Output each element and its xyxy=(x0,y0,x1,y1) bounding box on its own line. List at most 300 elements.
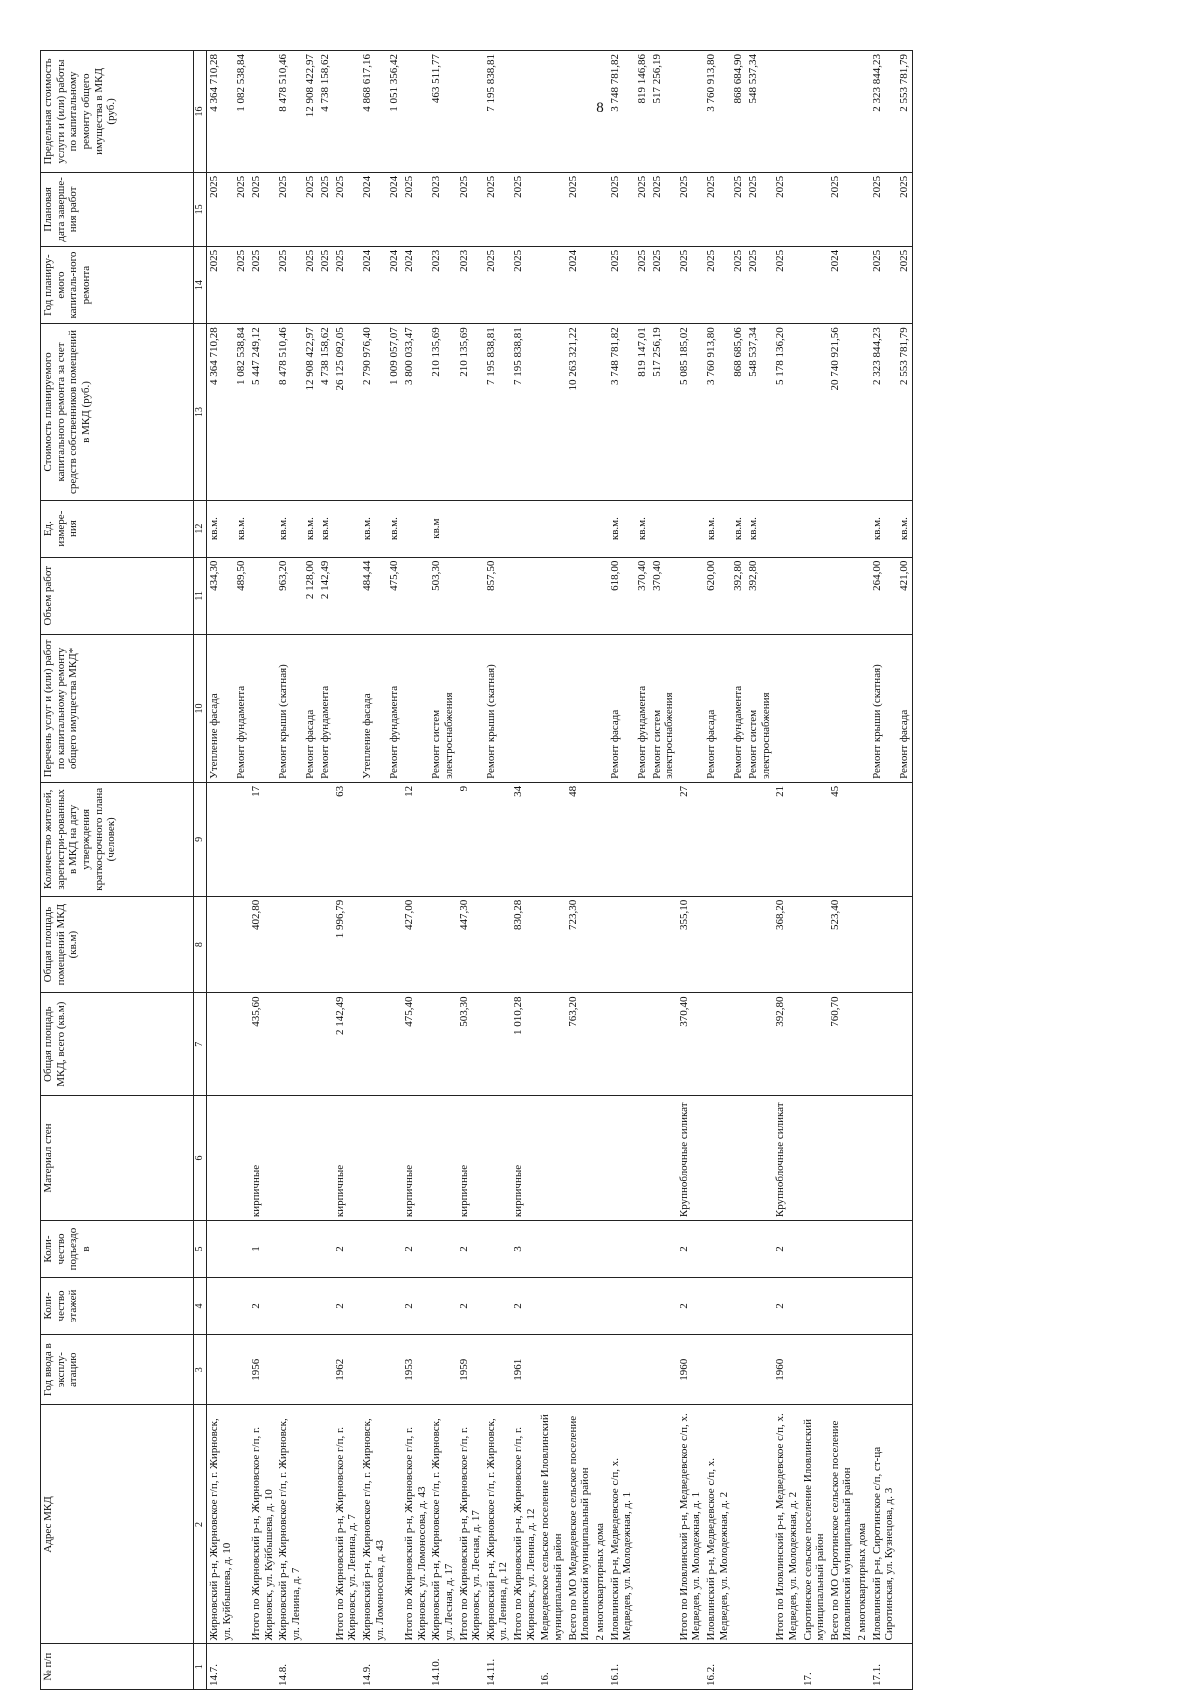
table-cell xyxy=(801,324,828,500)
table-cell xyxy=(704,1278,731,1335)
table-cell xyxy=(303,993,318,1095)
table-cell: 48 xyxy=(566,782,593,896)
table-cell xyxy=(457,557,484,634)
table-cell xyxy=(234,1278,249,1335)
table-cell xyxy=(276,993,303,1095)
table-cell: 830,28 xyxy=(511,896,538,993)
table-cell xyxy=(870,1278,897,1335)
table-cell xyxy=(704,896,731,993)
table-cell: 2 xyxy=(773,1278,800,1335)
table-cell: 2 xyxy=(677,1221,704,1278)
column-header: № п/п xyxy=(41,1644,194,1690)
table-cell xyxy=(318,1095,333,1220)
table-cell: 2023 xyxy=(429,172,456,246)
table-cell xyxy=(484,782,511,896)
table-cell: 2025 xyxy=(897,246,912,323)
table-cell xyxy=(746,782,773,896)
table-cell xyxy=(457,51,484,173)
table-cell: Иловлинский р-н, Медведевское с/п, х. Медведев, ул. Молодежная, д. 1 xyxy=(608,1405,635,1644)
table-cell: Итого по Иловлинский р-н, Медведевское с/п, х. Медведев, ул. Молодежная, д. 2 xyxy=(773,1405,800,1644)
table-cell: 517 256,19 xyxy=(650,51,677,173)
table-cell: 2023 xyxy=(457,246,484,323)
table-cell xyxy=(303,1278,318,1335)
column-number: 10 xyxy=(194,634,207,782)
table-cell xyxy=(897,1278,912,1335)
table-cell: 3 748 781,82 xyxy=(608,51,635,173)
table-cell: 475,40 xyxy=(402,993,429,1095)
table-cell: 3 760 913,80 xyxy=(704,51,731,173)
table-cell: 1959 xyxy=(457,1334,484,1405)
table-row xyxy=(593,51,608,1690)
table-cell: 2025 xyxy=(677,246,704,323)
table-cell xyxy=(677,557,704,634)
column-number: 16 xyxy=(194,51,207,173)
table-cell: кв.м. xyxy=(731,500,746,557)
table-cell: 264,00 xyxy=(870,557,897,634)
column-number: 15 xyxy=(194,172,207,246)
table-cell: 435,60 xyxy=(249,993,276,1095)
table-cell xyxy=(318,1334,333,1405)
table-cell xyxy=(731,1405,746,1644)
table-cell xyxy=(566,500,593,557)
table-cell xyxy=(538,993,565,1095)
table-cell: 2024 xyxy=(387,246,402,323)
table-cell: Сиротинское сельское поселение Иловлинский муниципальный район xyxy=(801,1405,828,1644)
table-cell: 2 323 844,23 xyxy=(870,51,897,173)
table-cell xyxy=(511,51,538,173)
table-cell xyxy=(484,500,511,557)
column-number: 13 xyxy=(194,324,207,500)
table-cell: 2025 xyxy=(746,246,773,323)
table-cell xyxy=(249,500,276,557)
table-cell: 3 748 781,82 xyxy=(608,324,635,500)
table-cell: Ремонт систем электроснабжения xyxy=(429,634,456,782)
column-number: 12 xyxy=(194,500,207,557)
table-cell xyxy=(855,172,870,246)
table-cell xyxy=(746,896,773,993)
table-row xyxy=(650,51,677,1690)
table-cell: 370,40 xyxy=(677,993,704,1095)
table-cell xyxy=(593,1221,608,1278)
table-cell: кв.м. xyxy=(387,500,402,557)
table-cell xyxy=(801,1334,828,1405)
table-cell: 2025 xyxy=(704,172,731,246)
table-row xyxy=(704,51,731,1690)
table-cell: 2 xyxy=(333,1278,360,1335)
table-cell: 14.7. xyxy=(207,1644,235,1690)
table-cell xyxy=(801,51,828,173)
table-cell xyxy=(593,172,608,246)
table-cell xyxy=(566,1334,593,1405)
table-cell xyxy=(731,782,746,896)
table-cell: 210 135,69 xyxy=(457,324,484,500)
table-cell: кирпичные xyxy=(333,1095,360,1220)
table-cell xyxy=(249,634,276,782)
table-cell: 2 553 781,79 xyxy=(897,51,912,173)
column-number: 9 xyxy=(194,782,207,896)
table-cell xyxy=(650,993,677,1095)
column-header: Ед. измере-ния xyxy=(41,500,194,557)
table-cell xyxy=(593,1644,608,1690)
table-row xyxy=(828,51,855,1690)
table-cell xyxy=(207,1221,235,1278)
table-cell: 2025 xyxy=(234,172,249,246)
table-cell: 5 178 136,20 xyxy=(773,324,800,500)
table-cell xyxy=(318,1405,333,1644)
table-cell: 819 147,01 xyxy=(635,324,650,500)
table-cell xyxy=(511,557,538,634)
table-cell xyxy=(207,993,235,1095)
table-cell xyxy=(801,246,828,323)
table-cell: 27 xyxy=(677,782,704,896)
table-cell xyxy=(608,1334,635,1405)
table-cell xyxy=(635,1221,650,1278)
table-cell xyxy=(566,557,593,634)
table-cell xyxy=(855,896,870,993)
table-cell: 16.2. xyxy=(704,1644,731,1690)
table-cell xyxy=(387,1405,402,1644)
table-cell xyxy=(333,51,360,173)
table-cell xyxy=(855,993,870,1095)
table-cell xyxy=(234,782,249,896)
table-cell xyxy=(276,782,303,896)
table-cell: 2 553 781,79 xyxy=(897,324,912,500)
table-cell xyxy=(387,1278,402,1335)
table-cell xyxy=(855,1278,870,1335)
table-cell xyxy=(538,324,565,500)
table-cell xyxy=(538,172,565,246)
table-cell xyxy=(897,1644,912,1690)
column-number: 8 xyxy=(194,896,207,993)
table-cell: кв.м. xyxy=(746,500,773,557)
table-cell xyxy=(360,1221,387,1278)
table-cell: 2025 xyxy=(511,172,538,246)
table-cell xyxy=(746,1405,773,1644)
table-cell xyxy=(457,500,484,557)
table-cell: Ремонт крыши (скатная) xyxy=(870,634,897,782)
table-cell: Ремонт крыши (скатная) xyxy=(276,634,303,782)
table-cell xyxy=(746,1644,773,1690)
table-cell xyxy=(704,1334,731,1405)
table-cell xyxy=(387,1334,402,1405)
column-header: Год планиру-емого капиталь-ного ремонта xyxy=(41,246,194,323)
table-cell xyxy=(593,246,608,323)
table-cell: 1 010,28 xyxy=(511,993,538,1095)
table-cell xyxy=(608,782,635,896)
table-cell: 2 xyxy=(402,1278,429,1335)
table-row xyxy=(234,51,249,1690)
table-cell: Ремонт фасада xyxy=(303,634,318,782)
table-cell xyxy=(773,51,800,173)
table-cell xyxy=(828,500,855,557)
table-cell: кирпичные xyxy=(249,1095,276,1220)
table-cell xyxy=(677,634,704,782)
table-cell xyxy=(593,782,608,896)
column-header: Общая площадь помещений МКД (кв.м) xyxy=(41,896,194,993)
table-cell xyxy=(429,1095,456,1220)
table-cell: 9 xyxy=(457,782,484,896)
table-cell: 2 128,00 xyxy=(303,557,318,634)
table-row xyxy=(276,51,303,1690)
table-row xyxy=(731,51,746,1690)
table-cell: 1960 xyxy=(677,1334,704,1405)
table-cell: Крупноблочные силикат xyxy=(773,1095,800,1220)
table-cell: Крупноблочные силикат xyxy=(677,1095,704,1220)
table-cell xyxy=(608,1095,635,1220)
table-cell: 548 537,34 xyxy=(746,324,773,500)
table-cell: 1 009 057,07 xyxy=(387,324,402,500)
table-row xyxy=(677,51,704,1690)
table-cell: кв.м. xyxy=(303,500,318,557)
table-row xyxy=(511,51,538,1690)
table-cell: 4 868 617,16 xyxy=(360,51,387,173)
table-cell xyxy=(303,1334,318,1405)
table-cell xyxy=(828,634,855,782)
table-cell xyxy=(870,782,897,896)
table-cell xyxy=(855,246,870,323)
table-cell xyxy=(207,1278,235,1335)
table-cell xyxy=(566,1644,593,1690)
table-cell xyxy=(387,1095,402,1220)
table-cell: 2025 xyxy=(318,172,333,246)
table-cell xyxy=(801,782,828,896)
table-cell xyxy=(387,993,402,1095)
table-cell xyxy=(538,1334,565,1405)
table-cell xyxy=(828,1221,855,1278)
table-cell: 763,20 xyxy=(566,993,593,1095)
table-cell: Ремонт фундамента xyxy=(635,634,650,782)
table-cell xyxy=(360,1095,387,1220)
column-header: Количество жителей, зарегистри-рованных в МКД на дату утверждения краткосрочного плана (человек) xyxy=(41,782,194,896)
table-cell xyxy=(318,896,333,993)
table-cell: 2 xyxy=(402,1221,429,1278)
table-cell: 1 082 538,84 xyxy=(234,51,249,173)
column-number-row xyxy=(194,51,207,1690)
table-cell xyxy=(773,500,800,557)
table-row xyxy=(608,51,635,1690)
table-cell: Итого по Жирновский р-н, Жирновское г/п, г. Жирновск, ул. Куйбышева, д. 10 xyxy=(249,1405,276,1644)
table-cell xyxy=(731,1221,746,1278)
table-cell: Итого по Жирновский р-н, Жирновское г/п, г. Жирновск, ул. Ломоносова, д. 43 xyxy=(402,1405,429,1644)
table-cell xyxy=(538,246,565,323)
table-cell: 2 многоквартирных дома xyxy=(593,1405,608,1644)
table-cell: кв.м. xyxy=(897,500,912,557)
table-cell xyxy=(593,993,608,1095)
table-cell: 392,80 xyxy=(731,557,746,634)
table-cell: 12 908 422,97 xyxy=(303,51,318,173)
table-cell xyxy=(635,1334,650,1405)
table-cell: Итого по Жирновский р-н, Жирновское г/п, г. Жирновск, ул. Ленина, д. 7 xyxy=(333,1405,360,1644)
table-cell: 760,70 xyxy=(828,993,855,1095)
table-cell xyxy=(677,1644,704,1690)
column-number: 14 xyxy=(194,246,207,323)
table-cell: 2024 xyxy=(566,246,593,323)
table-row xyxy=(635,51,650,1690)
table-cell xyxy=(897,1095,912,1220)
column-header: Общая площадь МКД, всего (кв.м) xyxy=(41,993,194,1095)
table-cell xyxy=(303,896,318,993)
column-number: 3 xyxy=(194,1334,207,1405)
table-cell: 1956 xyxy=(249,1334,276,1405)
table-cell xyxy=(303,782,318,896)
table-cell xyxy=(828,1644,855,1690)
table-cell: 463 511,77 xyxy=(429,51,456,173)
table-cell xyxy=(484,1221,511,1278)
table-cell xyxy=(429,1278,456,1335)
table-cell xyxy=(593,634,608,782)
column-header: Объем работ xyxy=(41,557,194,634)
table-cell: Ремонт крыши (скатная) xyxy=(484,634,511,782)
table-cell xyxy=(650,1334,677,1405)
table-cell xyxy=(731,1334,746,1405)
table-cell xyxy=(801,172,828,246)
table-cell xyxy=(650,1405,677,1644)
table-cell xyxy=(207,782,235,896)
table-cell: 620,00 xyxy=(704,557,731,634)
table-cell xyxy=(538,51,565,173)
table-cell: Итого по Жирновский р-н, Жирновское г/п, г. Жирновск, ул. Лесная, д. 17 xyxy=(457,1405,484,1644)
table-cell: 427,00 xyxy=(402,896,429,993)
table-cell xyxy=(207,896,235,993)
table-cell xyxy=(234,993,249,1095)
table-cell xyxy=(746,1221,773,1278)
table-cell: кв.м. xyxy=(704,500,731,557)
table-cell xyxy=(566,1221,593,1278)
table-cell: 548 537,34 xyxy=(746,51,773,173)
table-cell: 5 447 249,12 xyxy=(249,324,276,500)
table-cell xyxy=(635,1095,650,1220)
column-number: 4 xyxy=(194,1278,207,1335)
table-row xyxy=(429,51,456,1690)
column-header: Стоимость планируемого капитального ремонта за счет средств собственников помещений в МКД (руб.) xyxy=(41,324,194,500)
table-cell: 2025 xyxy=(828,172,855,246)
table-cell: 1953 xyxy=(402,1334,429,1405)
table-cell xyxy=(704,782,731,896)
table-cell: 2 142,49 xyxy=(318,557,333,634)
table-cell: Жирновский р-н, Жирновское г/п, г. Жирновск, ул. Куйбышева, д. 10 xyxy=(207,1405,235,1644)
table-row xyxy=(207,51,235,1690)
table-cell xyxy=(276,1095,303,1220)
table-cell xyxy=(387,1644,402,1690)
table-cell: Утепление фасада xyxy=(360,634,387,782)
table-cell xyxy=(773,557,800,634)
table-cell xyxy=(650,1095,677,1220)
column-header: Перечень услуг и (или) работ по капитальному ремонту общего имущества МКД* xyxy=(41,634,194,782)
table-cell xyxy=(538,1278,565,1335)
table-cell xyxy=(870,993,897,1095)
table-cell xyxy=(484,896,511,993)
table-cell: Утепление фасада xyxy=(207,634,235,782)
table-cell xyxy=(333,557,360,634)
table-cell: 1 xyxy=(249,1221,276,1278)
table-cell: 2025 xyxy=(276,246,303,323)
table-cell: 14.11. xyxy=(484,1644,511,1690)
table-cell: 368,20 xyxy=(773,896,800,993)
table-cell xyxy=(538,500,565,557)
table-cell xyxy=(731,896,746,993)
table-cell: Медведевское сельское поселение Иловлинский муниципальный район xyxy=(538,1405,565,1644)
table-cell: Ремонт фундамента xyxy=(731,634,746,782)
table-cell: 2023 xyxy=(429,246,456,323)
table-cell xyxy=(538,1095,565,1220)
table-cell: 2025 xyxy=(249,246,276,323)
table-row xyxy=(303,51,318,1690)
table-cell xyxy=(801,1278,828,1335)
table-cell: 2025 xyxy=(897,172,912,246)
column-number: 6 xyxy=(194,1095,207,1220)
table-cell xyxy=(897,1405,912,1644)
table-cell: 12 908 422,97 xyxy=(303,324,318,500)
table-cell: 63 xyxy=(333,782,360,896)
column-number: 2 xyxy=(194,1405,207,1644)
table-cell xyxy=(801,896,828,993)
table-cell: 2024 xyxy=(402,246,429,323)
table-cell: 963,20 xyxy=(276,557,303,634)
table-cell: Ремонт фундамента xyxy=(234,634,249,782)
table-cell xyxy=(360,993,387,1095)
table-cell xyxy=(566,51,593,173)
table-cell xyxy=(855,1095,870,1220)
table-cell: 857,50 xyxy=(484,557,511,634)
table-cell: 370,40 xyxy=(635,557,650,634)
table-row xyxy=(566,51,593,1690)
table-cell: 2025 xyxy=(303,172,318,246)
table-cell xyxy=(360,782,387,896)
table-cell xyxy=(538,634,565,782)
table-cell: 2025 xyxy=(234,246,249,323)
table-cell xyxy=(855,1334,870,1405)
table-cell: 2 xyxy=(511,1278,538,1335)
table-cell xyxy=(249,51,276,173)
table-cell: 8 478 510,46 xyxy=(276,51,303,173)
table-cell: 2025 xyxy=(773,172,800,246)
table-cell xyxy=(773,634,800,782)
table-cell xyxy=(650,500,677,557)
table-cell xyxy=(870,1095,897,1220)
column-header: Предельная стоимость услуги и (или) работы по капитальному ремонту общего имущества в МКД (руб.) xyxy=(41,51,194,173)
table-cell xyxy=(650,896,677,993)
table-cell: Иловлинский р-н, Медведевское с/п, х. Медведев, ул. Молодежная, д. 2 xyxy=(704,1405,731,1644)
table-cell xyxy=(234,1221,249,1278)
table-cell xyxy=(429,1334,456,1405)
table-cell: 2024 xyxy=(828,246,855,323)
table-cell xyxy=(704,1221,731,1278)
table-cell xyxy=(429,896,456,993)
table-cell xyxy=(276,1334,303,1405)
table-cell: 210 135,69 xyxy=(429,324,456,500)
table-cell xyxy=(650,1644,677,1690)
table-cell: 2025 xyxy=(608,172,635,246)
table-cell: 421,00 xyxy=(897,557,912,634)
table-row xyxy=(897,51,912,1690)
table-cell xyxy=(303,1221,318,1278)
table-cell: Ремонт фундамента xyxy=(318,634,333,782)
table-cell: 1961 xyxy=(511,1334,538,1405)
table-cell: 21 xyxy=(773,782,800,896)
table-cell: 14.8. xyxy=(276,1644,303,1690)
table-cell: 503,30 xyxy=(457,993,484,1095)
table-cell: кв.м. xyxy=(318,500,333,557)
table-cell: 1962 xyxy=(333,1334,360,1405)
table-cell xyxy=(704,1095,731,1220)
column-header: Материал стен xyxy=(41,1095,194,1220)
column-number: 7 xyxy=(194,993,207,1095)
table-cell: 4 738 158,62 xyxy=(318,324,333,500)
table-cell xyxy=(635,1644,650,1690)
table-cell xyxy=(635,1278,650,1335)
table-cell: Итого по Жирновский р-н, Жирновское г/п, г. Жирновск, ул. Ленина, д. 12 xyxy=(511,1405,538,1644)
table-cell: 16. xyxy=(538,1644,565,1690)
